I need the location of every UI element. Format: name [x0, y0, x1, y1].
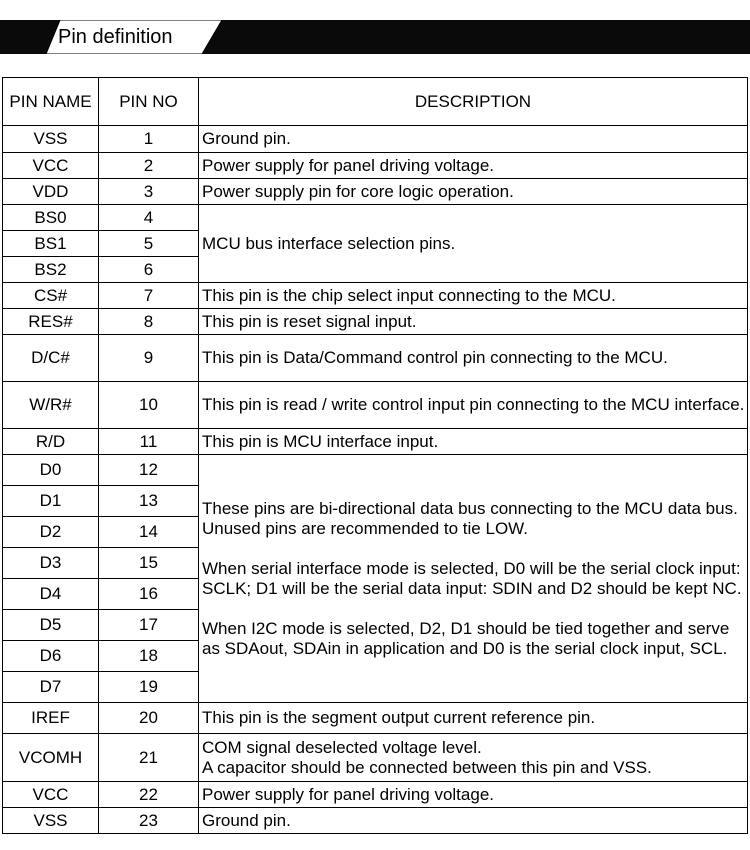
- table-row: [3, 283, 748, 309]
- pin-number: 6: [99, 257, 199, 283]
- pin-number: 4: [99, 205, 199, 231]
- pin-number: 3: [99, 179, 199, 205]
- table-row: [3, 703, 748, 734]
- table-row: [3, 205, 748, 231]
- pin-name: VCOMH: [3, 734, 99, 782]
- pin-name: VCC: [3, 782, 99, 808]
- pin-number: 23: [99, 808, 199, 834]
- serial-mode-paragraph: When serial interface mode is selected, D0 will be the serial clock input: SCLK; D1 will be the serial data input: SDIN and D2 should be kept NC.: [202, 558, 742, 598]
- pin-number: 14: [99, 517, 199, 548]
- pin-name: VCC: [3, 153, 99, 179]
- column-header-pin-no: PIN NO: [99, 78, 199, 126]
- section-header-banner: [0, 20, 750, 54]
- column-header-pin-name: PIN NAME: [3, 78, 99, 126]
- pin-name: D3: [3, 548, 99, 579]
- vcomh-line-2: A capacitor should be connected between this pin and VSS.: [202, 757, 652, 777]
- i2c-mode-paragraph: When I2C mode is selected, D2, D1 should be tied together and serve as SDAout, SDAin in application and D0 is the serial clock input, SCL.: [202, 618, 730, 658]
- pin-number: 18: [99, 641, 199, 672]
- pin-number: 13: [99, 486, 199, 517]
- pin-number: 12: [99, 455, 199, 486]
- pin-name: D2: [3, 517, 99, 548]
- pin-description: Ground pin.: [199, 808, 748, 834]
- pin-number: 7: [99, 283, 199, 309]
- pin-name: D1: [3, 486, 99, 517]
- pin-number: 22: [99, 782, 199, 808]
- pin-name: CS#: [3, 283, 99, 309]
- pin-description: Power supply pin for core logic operation.: [199, 179, 748, 205]
- pin-number: 9: [99, 335, 199, 382]
- pin-number: 2: [99, 153, 199, 179]
- pin-number: 15: [99, 548, 199, 579]
- table-row: [3, 808, 748, 834]
- table-row: [3, 734, 748, 782]
- pin-name: BS2: [3, 257, 99, 283]
- table-row: [3, 309, 748, 335]
- vcomh-line-1: COM signal deselected voltage level.: [202, 737, 482, 757]
- pin-number: 10: [99, 382, 199, 429]
- pin-description: This pin is read / write control input pin connecting to the MCU interface.: [199, 382, 748, 429]
- pin-name: RES#: [3, 309, 99, 335]
- data-bus-paragraph: These pins are bi-directional data bus connecting to the MCU data bus. Unused pins are recommended to tie LOW.: [202, 498, 738, 538]
- pin-name: D0: [3, 455, 99, 486]
- pin-name: BS0: [3, 205, 99, 231]
- pin-description: Power supply for panel driving voltage.: [199, 782, 748, 808]
- table-header-row: [3, 78, 748, 126]
- pin-description: This pin is MCU interface input.: [199, 429, 748, 455]
- pin-description: This pin is the chip select input connecting to the MCU.: [199, 283, 748, 309]
- pin-number: 5: [99, 231, 199, 257]
- pin-name: W/R#: [3, 382, 99, 429]
- pin-description: Power supply for panel driving voltage.: [199, 153, 748, 179]
- pin-number: 17: [99, 610, 199, 641]
- pin-number: 1: [99, 126, 199, 153]
- pin-name: IREF: [3, 703, 99, 734]
- table-row: [3, 429, 748, 455]
- pin-description: [199, 734, 748, 782]
- section-title: Pin definition: [58, 26, 173, 48]
- pin-name: D4: [3, 579, 99, 610]
- pin-description: Ground pin.: [199, 126, 748, 153]
- pin-name: D6: [3, 641, 99, 672]
- pin-name: VDD: [3, 179, 99, 205]
- pin-number: 20: [99, 703, 199, 734]
- pin-number: 16: [99, 579, 199, 610]
- table-row: [3, 455, 748, 486]
- table-row: [3, 153, 748, 179]
- pin-name: VSS: [3, 126, 99, 153]
- pin-name: R/D: [3, 429, 99, 455]
- data-bus-description: [199, 455, 748, 703]
- pin-number: 21: [99, 734, 199, 782]
- pin-name: VSS: [3, 808, 99, 834]
- table-row: [3, 382, 748, 429]
- pin-name: D/C#: [3, 335, 99, 382]
- pin-description: This pin is Data/Command control pin connecting to the MCU.: [199, 335, 748, 382]
- table-row: [3, 335, 748, 382]
- pin-number: 19: [99, 672, 199, 703]
- pin-number: 11: [99, 429, 199, 455]
- table-row: [3, 782, 748, 808]
- pin-description: This pin is reset signal input.: [199, 309, 748, 335]
- pin-number: 8: [99, 309, 199, 335]
- pin-definition-table: [2, 77, 748, 834]
- pin-description: This pin is the segment output current reference pin.: [199, 703, 748, 734]
- table-row: [3, 179, 748, 205]
- pin-description: MCU bus interface selection pins.: [199, 205, 748, 283]
- pin-name: D7: [3, 672, 99, 703]
- column-header-description: DESCRIPTION: [199, 78, 748, 126]
- pin-name: BS1: [3, 231, 99, 257]
- pin-name: D5: [3, 610, 99, 641]
- table-row: [3, 126, 748, 153]
